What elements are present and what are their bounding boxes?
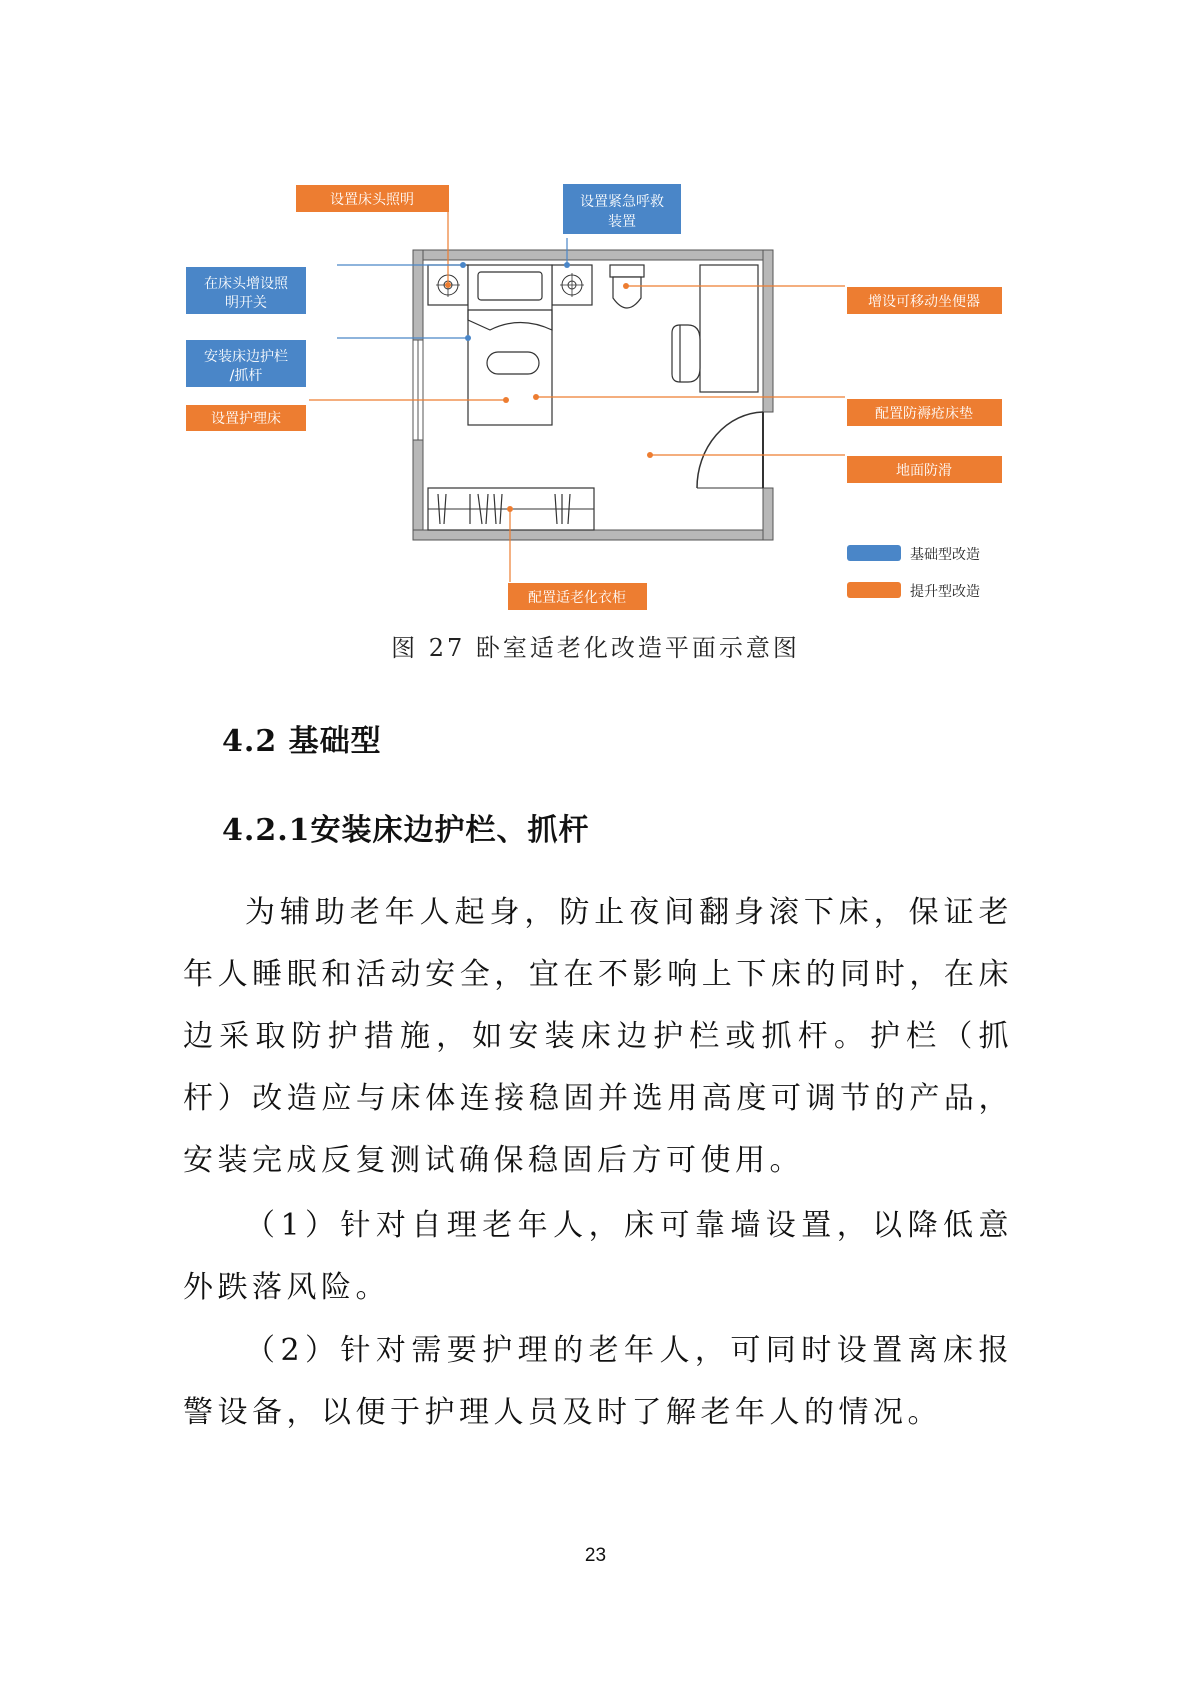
desk <box>672 265 758 392</box>
callout-movable-toilet-text: 增设可移动坐便器 <box>868 294 980 310</box>
legend-swatch-basic <box>847 545 901 561</box>
callout-bed-rail <box>186 340 306 387</box>
callout-nursing-bed-text: 设置护理床 <box>211 411 281 427</box>
callout-emergency-call <box>563 184 681 234</box>
callout-nursing-bed <box>186 405 306 431</box>
callout-bedside-switch <box>186 267 306 314</box>
callout-bedhead-light-text: 设置床头照明 <box>330 192 414 208</box>
figure-caption: 图 27 卧室适老化改造平面示意图 <box>391 634 800 662</box>
right-nightstand <box>552 265 592 305</box>
legend-basic-text: 基础型改造 <box>910 547 980 563</box>
bedroom-floor-plan <box>0 0 1191 620</box>
callout-anti-bedsore <box>847 399 1002 426</box>
subsection-heading: 4.2.1安装床边护栏、抓杆 <box>222 813 590 848</box>
body-paragraph-2: （1）针对自理老年人，床可靠墙设置，以降低意外跌落风险。 <box>183 1208 1013 1305</box>
callout-wardrobe <box>508 583 647 610</box>
page-number: 23 <box>584 1545 607 1566</box>
callout-antislip-floor <box>847 456 1002 483</box>
legend-swatch-upgrade <box>847 582 901 598</box>
callout-emergency-call-text-1: 设置紧急呼救 <box>580 194 664 210</box>
legend-upgrade-text: 提升型改造 <box>910 584 980 600</box>
callout-emergency-call-text-2: 装置 <box>608 214 636 230</box>
body-paragraph-1: 为辅助老年人起身，防止夜间翻身滚下床，保证老年人睡眠和活动安全，宜在不影响上下床的同时，在床边采取防护措施，如安装床边护栏或抓杆。护栏（抓杆）改造应与床体连接稳固并选用高度可调节的产品，安装完成反复测试确保稳固后方可使用。 <box>183 895 1013 1178</box>
body-paragraph-3: （2）针对需要护理的老年人，可同时设置离床报警设备，以便于护理人员及时了解老年人的情况。 <box>183 1333 1013 1430</box>
callout-bedside-switch-text-1: 在床头增设照 <box>204 276 288 292</box>
callout-bedhead-light <box>296 185 449 212</box>
nursing-bed <box>468 265 552 425</box>
callout-movable-toilet <box>847 287 1002 314</box>
callout-bed-rail-text-1: 安装床边护栏 <box>204 349 288 365</box>
callout-bedside-switch-text-2: 明开关 <box>225 295 267 311</box>
door <box>697 412 763 488</box>
section-heading: 4.2 基础型 <box>222 724 382 759</box>
callout-bed-rail-text-2: /抓杆 <box>229 368 263 384</box>
callout-antislip-floor-text: 地面防滑 <box>896 463 952 479</box>
legend <box>847 545 980 600</box>
callout-anti-bedsore-text: 配置防褥疮床垫 <box>875 406 973 422</box>
callout-wardrobe-text: 配置适老化衣柜 <box>528 590 626 606</box>
